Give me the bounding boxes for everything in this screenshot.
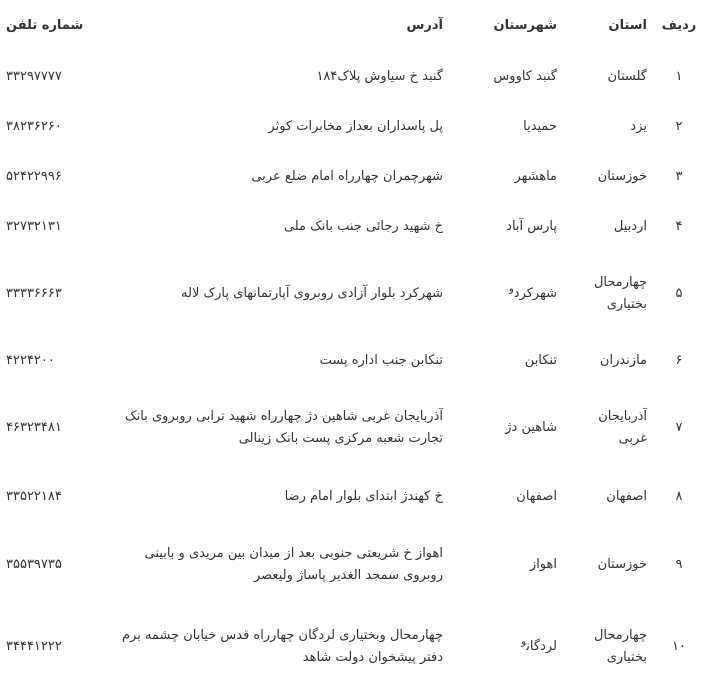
table-row: [0, 386, 705, 470]
address-cell: [115, 470, 449, 524]
city-cell-text: حمیدیا: [523, 119, 557, 134]
address-cell: [115, 336, 449, 386]
province-cell-text: مازندران: [599, 353, 647, 368]
province-cell: [563, 202, 653, 252]
header-row-number: ردیف: [661, 18, 697, 33]
city-cell: [449, 386, 563, 470]
row-number-cell-text: ۱۰: [672, 639, 686, 654]
phone-cell-text: ۳۳۳۳۶۶۶۳: [6, 286, 62, 301]
row-number-cell-text: ۴: [675, 219, 683, 234]
address-cell-text: چهارمحال وبختیاری لردگان چهارراه قدس خیابان چشمه برم دفتر پیشخوان دولت شاهد: [121, 628, 443, 665]
address-cell-text: شهرچمران چهارراه امام ضلع عربی: [251, 169, 443, 184]
address-cell: [115, 152, 449, 202]
province-cell-text: یزد: [630, 119, 647, 134]
table-body: [0, 52, 705, 688]
city-cell-text: اهواز: [529, 557, 557, 572]
city-cell: [449, 252, 563, 336]
table-row: [0, 470, 705, 524]
address-cell: [115, 102, 449, 152]
city-cell-text: گنبد کاووس: [493, 69, 557, 84]
table-row: [0, 202, 705, 252]
address-cell: [115, 606, 449, 688]
header-phone: شماره تلفن: [6, 18, 84, 33]
row-number-cell-text: ۵: [675, 286, 683, 301]
phone-cell: [0, 336, 115, 386]
header-address: آدرس: [406, 18, 443, 33]
phone-cell: [0, 152, 115, 202]
row-number-cell: [653, 524, 705, 606]
phone-cell: [0, 524, 115, 606]
province-cell: [563, 252, 653, 336]
phone-cell: [0, 470, 115, 524]
phone-cell-text: ۳۳۲۹۷۷۷۷: [6, 69, 62, 84]
row-number-cell: [653, 386, 705, 470]
address-cell-text: تنکابن جنب اداره پست: [319, 353, 443, 368]
row-number-cell: [653, 470, 705, 524]
city-cell-text: ماهشهر: [514, 169, 557, 184]
header-province: استان: [608, 18, 647, 33]
row-number-cell: [653, 606, 705, 688]
row-number-cell-text: ۱: [675, 69, 683, 84]
phone-cell-text: ۳۸۲۳۶۲۶۰: [6, 119, 62, 134]
table-row: [0, 252, 705, 336]
province-cell: [563, 524, 653, 606]
table-header-row: [0, 0, 705, 52]
address-cell-text: پل پاسداران بعداز مخابرات کوثر: [268, 119, 443, 134]
phone-cell: [0, 202, 115, 252]
row-number-cell-text: ۲: [675, 119, 683, 134]
row-number-cell: [653, 152, 705, 202]
phone-cell-text: ۳۳۵۲۲۱۸۴: [6, 489, 62, 504]
row-number-cell-text: ۶: [675, 353, 683, 368]
address-cell-text: خ شهید رجائی جنب بانک ملی: [283, 219, 443, 234]
city-cell-text: لردگان: [526, 639, 557, 654]
province-cell: [563, 52, 653, 102]
province-cell-text: چهارمحال بختیاری: [593, 275, 647, 312]
address-cell: [115, 386, 449, 470]
province-cell-text: گلستان: [607, 69, 647, 84]
phone-cell: [0, 606, 115, 688]
address-cell-text: آذربایجان غربی شاهین دژ چهارراه شهید ترابی روبروی بانک تجارت شعبه مرکزی پست بانک زینالی: [125, 409, 443, 446]
row-number-cell: [653, 336, 705, 386]
city-cell-text: شهرکرد: [513, 286, 557, 301]
row-number-cell: [653, 52, 705, 102]
city-cell: [449, 202, 563, 252]
address-cell-text: گنبد خ سیاوش پلاک۱۸۴: [316, 69, 443, 84]
city-cell: [449, 606, 563, 688]
phone-cell-text: ۳۲۷۳۲۱۳۱: [6, 219, 62, 234]
table-row: [0, 102, 705, 152]
province-cell: [563, 606, 653, 688]
city-cell: [449, 524, 563, 606]
table-row: [0, 524, 705, 606]
address-cell: [115, 252, 449, 336]
city-cell: [449, 152, 563, 202]
phone-cell-text: ۳۴۴۴۱۲۲۲: [6, 639, 62, 654]
province-cell-text: اصفهان: [606, 489, 647, 504]
row-number-cell-text: ۸: [675, 489, 683, 504]
phone-cell: [0, 52, 115, 102]
city-mark: و: [521, 636, 527, 648]
address-cell: [115, 202, 449, 252]
row-number-cell: [653, 202, 705, 252]
address-cell: [115, 524, 449, 606]
table-row: [0, 52, 705, 102]
city-cell-text: پارس آباد: [506, 219, 557, 234]
address-cell-text: اهواز خ شریعتی جنوبی بعد از میدان بین مریدی و بابینی روبروی سمجد الغدیر پاساژ ولیعصر: [144, 546, 443, 583]
city-cell: [449, 336, 563, 386]
phone-cell-text: ۳۵۵۳۹۷۳۵: [6, 557, 62, 572]
province-cell: [563, 152, 653, 202]
province-cell-text: خوزستان: [597, 557, 647, 572]
city-mark: و: [508, 283, 514, 295]
table-row: [0, 336, 705, 386]
phone-cell: [0, 252, 115, 336]
row-number-cell-text: ۷: [675, 420, 683, 435]
province-cell-text: چهارمحال بختیاری: [593, 628, 647, 665]
province-cell: [563, 336, 653, 386]
header-city: شهرستان: [493, 18, 557, 33]
city-cell-text: اصفهان: [516, 489, 557, 504]
table-row: [0, 606, 705, 688]
row-number-cell-text: ۳: [675, 169, 683, 184]
city-cell: [449, 52, 563, 102]
city-cell: [449, 470, 563, 524]
city-cell-text: شاهین دژ: [505, 420, 557, 435]
phone-cell: [0, 102, 115, 152]
address-cell-text: شهرکرد بلوار آزادی روبروی آپارتمانهای پارک لاله: [181, 286, 443, 301]
table-row: [0, 152, 705, 202]
province-cell-text: آذربایجان غربی: [598, 409, 647, 446]
province-cell: [563, 102, 653, 152]
city-cell: [449, 102, 563, 152]
phone-cell-text: ۴۲۲۴۲۰۰: [6, 353, 55, 368]
province-cell-text: اردبیل: [613, 219, 647, 234]
row-number-cell: [653, 102, 705, 152]
row-number-cell: [653, 252, 705, 336]
phone-cell: [0, 386, 115, 470]
phone-cell-text: ۵۲۴۲۲۹۹۶: [6, 169, 62, 184]
province-cell-text: خوزستان: [597, 169, 647, 184]
address-cell: [115, 52, 449, 102]
province-cell: [563, 386, 653, 470]
address-cell-text: خ کهندژ ابتدای بلوار امام رضا: [284, 489, 443, 504]
phone-cell-text: ۴۶۳۲۳۴۸۱: [6, 420, 62, 435]
row-number-cell-text: ۹: [675, 557, 683, 572]
city-cell-text: تنکابن: [524, 353, 557, 368]
province-cell: [563, 470, 653, 524]
